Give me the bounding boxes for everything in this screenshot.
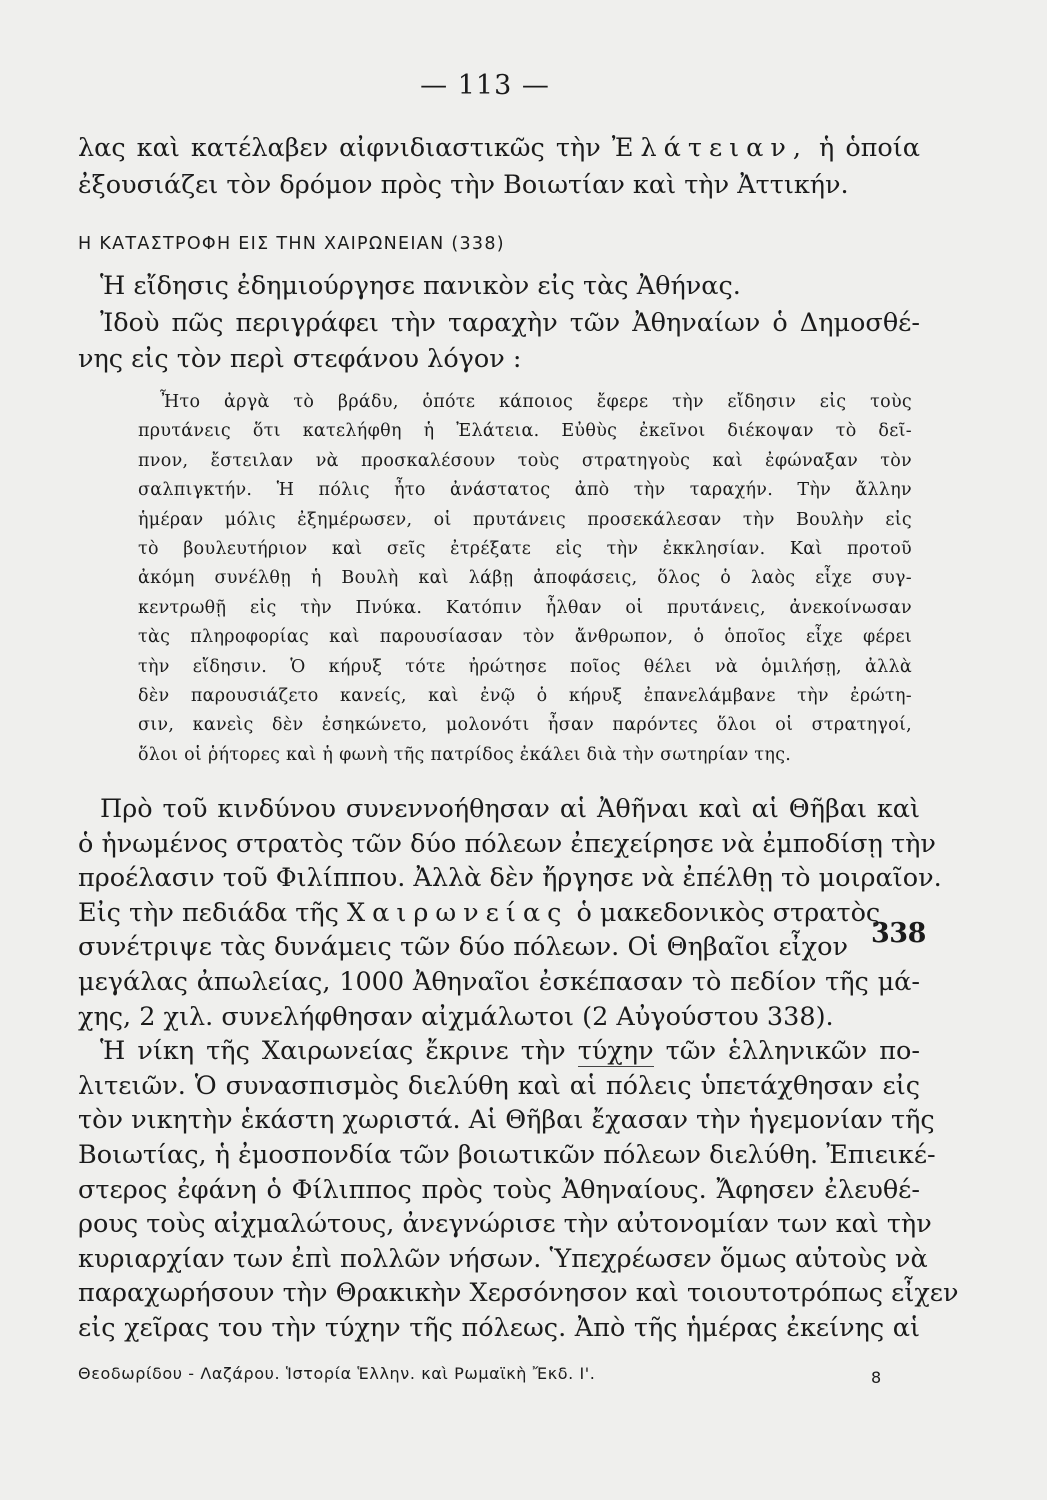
paragraph-2-line: προέλασιν τοῦ Φιλίππου. Ἀλλὰ δὲν ἤργησε νὰ ἐπέλθῃ τὸ μοιραῖον. xyxy=(78,863,942,894)
paragraph-1-line: Ἡ εἴδησις ἐδημιούργησε πανικὸν εἰς τὰς Ἀθήνας. xyxy=(100,271,741,301)
paragraph-3-line xyxy=(78,1034,920,1069)
quote-line: ὅλοι οἱ ῥήτορες καὶ ἡ φωνὴ τῆς πατρίδος ἐκάλει διὰ τὴν σωτηρίαν της. xyxy=(138,744,792,765)
quote-line: Ἦτο ἀργὰ τὸ βράδυ, ὁπότε κάποιος ἔφερε τὴν εἴδησιν εἰς τοὺς xyxy=(160,392,912,412)
margin-year-note: 338 xyxy=(871,918,926,949)
line-4-start: Εἰς τὴν πεδιάδα τῆς xyxy=(78,897,347,928)
paragraph-3-line: Βοιωτίας, ἡ ἐμοσπονδία τῶν βοιωτικῶν πόλεων διελύθη. Ἐπιεικέ- xyxy=(78,1139,936,1170)
intro-line-1-end: ἡ ὁποία xyxy=(808,133,920,163)
quote-line: πρυτάνεις ὅτι κατελήφθη ἡ Ἐλάτεια. Εὐθὺς ἐκεῖνοι διέκοψαν τὸ δεῖ- xyxy=(138,421,912,442)
paragraph-2-line: συνέτριψε τὰς δυνάμεις τῶν δύο πόλεων. Οἱ Θηβαῖοι εἶχον xyxy=(78,932,848,963)
intro-paragraph xyxy=(78,130,920,204)
paragraph-3-line: στερος ἐφάνη ὁ Φίλιππος πρὸς τοὺς Ἀθηναίους. Ἄφησεν ἐλευθέ- xyxy=(78,1174,920,1205)
paragraph-2-line: χης, 2 χιλ. συνελήφθησαν αἰχμάλωτοι (2 Αὐγούστου 338). xyxy=(78,1001,834,1032)
quote-line: κεντρωθῇ εἰς τὴν Πνύκα. Κατόπιν ἦλθαν οἱ πρυτάνεις, ἀνεκοίνωσαν xyxy=(138,597,912,618)
quote-line: σαλπιγκτήν. Ἡ πόλις ἦτο ἀνάστατος ἀπὸ τὴν ταραχήν. Τὴν ἄλλην xyxy=(138,480,912,501)
section-heading: Η ΚΑΤΑΣΤΡΟΦΗ ΕΙΣ ΤΗΝ ΧΑΙΡΩΝΕΙΑΝ (338) xyxy=(78,234,505,254)
paragraph-3-line: παραχωρήσουν τὴν Θρακικὴν Χερσόνησον καὶ τοιουτοτρόπως εἶχεν xyxy=(78,1278,959,1309)
paragraph-3-line: κυριαρχίαν των ἐπὶ πολλῶν νήσων. Ὑπεχρέωσεν ὅμως αὐτοὺς νὰ xyxy=(78,1243,928,1274)
footer-citation: Θεοδωρίδου - Λαζάρου. Ἱστορία Ἑλλην. καὶ Ρωμαϊκὴ Ἔκδ. Ι'. xyxy=(78,1364,596,1383)
quote-line: τὸ βουλευτήριον καὶ σεῖς ἐτρέξατε εἰς τὴν ἐκκλησίαν. Καὶ προτοῦ xyxy=(138,539,912,560)
quote-line: δὲν παρουσιάζετο κανείς, καὶ ἐνῷ ὁ κήρυξ ἐπανελάμβανε τὴν ἐρώτη- xyxy=(138,686,912,707)
paragraph-2-line: μεγάλας ἀπωλείας, 1000 Ἀθηναῖοι ἐσκέπασαν τὸ πεδίον τῆς μά- xyxy=(78,966,920,997)
quote-line: ἀκόμη συνέλθῃ ἡ Βουλὴ καὶ λάβῃ ἀποφάσεις, ὅλος ὁ λαὸς εἶχε συγ- xyxy=(138,568,912,589)
place-elateia: Ἐλάτειαν, xyxy=(611,133,809,163)
paragraph-3-line: λιτειῶν. Ὁ συνασπισμὸς διελύθη καὶ αἱ πόλεις ὑπετάχθησαν εἰς xyxy=(78,1070,920,1101)
paragraph-1-line: Ἰδοὺ πῶς περιγράφει τὴν ταραχὴν τῶν Ἀθηναίων ὁ Δημοσθέ- xyxy=(100,307,920,338)
page-number: — 113 — xyxy=(420,70,550,101)
paragraph-2-line: ὁ ἡνωμένος στρατὸς τῶν δύο πόλεων ἐπεχείρησε νὰ ἐμποδίσῃ τὴν xyxy=(78,828,936,859)
place-chaeronea: Χαιρωνείας xyxy=(346,897,569,928)
paragraph-2-line xyxy=(78,896,881,931)
paragraph-3-line: ρους τοὺς αἰχμαλώτους, ἀνεγνώρισε τὴν αὐτονομίαν των καὶ τὴν xyxy=(78,1209,932,1240)
underlined-word: τύχην xyxy=(577,1036,654,1067)
quote-line: τὰς πληροφορίας καὶ παρουσίασαν τὸν ἄνθρωπον, ὁ ὁποῖος εἶχε φέρει xyxy=(138,627,912,648)
intro-line-2: ἐξουσιάζει τὸν δρόμον πρὸς τὴν Βοιωτίαν καὶ τὴν Ἀττικήν. xyxy=(78,170,849,200)
paragraph-2 xyxy=(78,792,959,1346)
quote-line: σιν, κανεὶς δὲν ἐσηκώνετο, μολονότι ἦσαν παρόντες ὅλοι οἱ στρατηγοί, xyxy=(138,715,912,736)
quote-line: ἡμέραν μόλις ἐξημέρωσεν, οἱ πρυτάνεις προσεκάλεσαν τὴν Βουλὴν εἰς xyxy=(138,509,912,530)
paragraph-1 xyxy=(78,268,920,378)
demosthenes-quote xyxy=(138,388,912,770)
paragraph-3-line: εἰς χεῖρας του τὴν τύχην τῆς πόλεως. Ἀπὸ τῆς ἡμέρας ἐκείνης αἱ xyxy=(78,1312,920,1343)
quote-line: πνον, ἔστειλαν νὰ προσκαλέσουν τοὺς στρατηγοὺς καὶ ἐφώναξαν τὸν xyxy=(138,450,912,471)
paragraph-3-line: τὸν νικητὴν ἑκάστη χωριστά. Αἱ Θῆβαι ἔχασαν τὴν ἡγεμονίαν τῆς xyxy=(78,1105,935,1136)
paragraph-3-start: Ἡ νίκη τῆς Χαιρωνείας ἔκρινε τὴν xyxy=(100,1036,578,1067)
signature-mark: 8 xyxy=(871,1368,882,1387)
line-4-end: ὁ μακεδονικὸς στρατὸς xyxy=(568,897,881,928)
paragraph-3-line-end: τῶν ἑλληνικῶν πο- xyxy=(653,1036,920,1067)
intro-line-1-start: λας καὶ κατέλαβεν αἰφνιδιαστικῶς τὴν xyxy=(78,133,612,163)
quote-line: τὴν εἴδησιν. Ὁ κήρυξ τότε ἠρώτησε ποῖος θέλει νὰ ὁμιλήσῃ, ἀλλὰ xyxy=(138,656,912,677)
intro-line-1 xyxy=(78,130,920,167)
paragraph-1-line: νης εἰς τὸν περὶ στεφάνου λόγον : xyxy=(78,344,522,374)
paragraph-2-line: Πρὸ τοῦ κινδύνου συνεννοήθησαν αἱ Ἀθῆναι καὶ αἱ Θῆβαι καὶ xyxy=(100,794,920,824)
